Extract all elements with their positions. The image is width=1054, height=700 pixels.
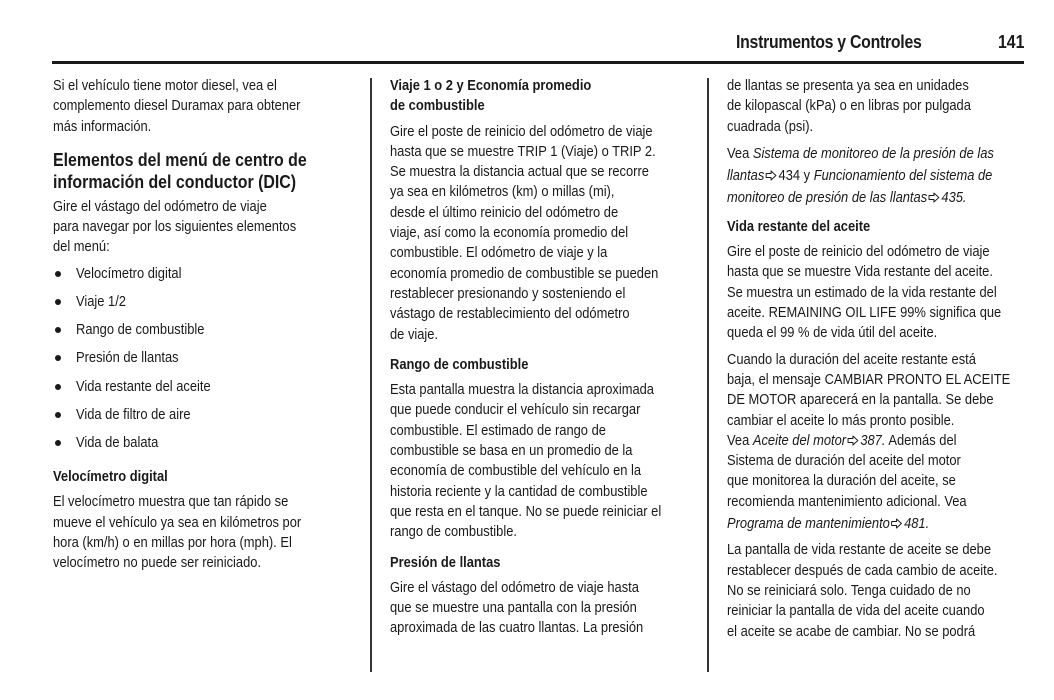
text-line: que monitorea la duración del aceite, se bbox=[727, 473, 956, 490]
text-line: mueve el vehículo ya sea en kilómetros por bbox=[53, 514, 302, 531]
trip-paragraph bbox=[390, 122, 690, 345]
column-1 bbox=[53, 76, 353, 580]
text-line: economía de combustible del vehículo en la bbox=[390, 463, 642, 480]
dic-intro-paragraph bbox=[53, 197, 353, 258]
text-line: que puede conducir el vehículo sin recargar bbox=[390, 402, 641, 419]
list-item-label: Vida de filtro de aire bbox=[76, 406, 191, 423]
sub-heading-oil-life bbox=[727, 217, 1027, 237]
ref-link-tpms-cont[interactable]: llantas bbox=[727, 167, 765, 184]
fuel-range-paragraph bbox=[390, 380, 690, 542]
heading-line: Vida restante del aceite bbox=[727, 218, 871, 235]
list-item bbox=[53, 405, 353, 433]
menu-items-list bbox=[53, 264, 353, 461]
text-line: cambiar el aceite lo más pronto posible. bbox=[727, 412, 955, 429]
ref-link-tpms-operation[interactable]: Funcionamiento del sistema de bbox=[813, 167, 993, 184]
tire-pressure-paragraph bbox=[390, 578, 690, 639]
text-line bbox=[727, 143, 994, 165]
header-rule bbox=[52, 61, 1024, 64]
text-line: Se muestra la distancia actual que se recorre bbox=[390, 164, 649, 181]
page-number: 141 bbox=[998, 32, 1025, 52]
text-line: El velocímetro muestra que tan rápido se bbox=[53, 494, 289, 511]
ref-suffix: Además del bbox=[885, 432, 957, 449]
tire-pressure-continued bbox=[727, 76, 1027, 137]
text-line: queda el 99 % de vida útil del aceite. bbox=[727, 325, 938, 342]
text-line: restablecer después de cada cambio de aceite. bbox=[727, 562, 998, 579]
heading-line: información del conductor (DIC) bbox=[53, 170, 297, 192]
text-line: de llantas se presenta ya sea en unidades bbox=[727, 78, 969, 94]
bullet-icon bbox=[55, 384, 61, 390]
text-line: Sistema de duración del aceite del motor bbox=[727, 453, 961, 470]
page-ref-481[interactable]: 481. bbox=[904, 516, 930, 533]
text-line: No se reiniciará solo. Tenga cuidado de no bbox=[727, 582, 971, 599]
list-item bbox=[53, 320, 353, 348]
text-line: de viaje. bbox=[390, 326, 439, 343]
ref-link-maintenance-schedule[interactable]: Programa de mantenimiento bbox=[727, 516, 890, 533]
list-item bbox=[53, 433, 353, 461]
bullet-icon bbox=[55, 355, 61, 361]
text-line: de kilopascal (kPa) o en libras por pulgada bbox=[727, 98, 971, 115]
page-ref-434[interactable]: 434 bbox=[778, 167, 801, 184]
page-reference-arrow-icon bbox=[765, 170, 777, 181]
text-line: Si el vehículo tiene motor diesel, vea el bbox=[53, 78, 277, 94]
text-line: velocímetro no puede ser reiniciado. bbox=[53, 555, 262, 572]
text-line: el aceite se acabe de cambiar. No se podrá bbox=[727, 623, 976, 640]
text-line: hasta que se muestre TRIP 1 (Viaje) o TRIP 2. bbox=[390, 143, 656, 160]
heading-line: de combustible bbox=[390, 98, 485, 115]
ref-prefix: Vea bbox=[727, 432, 753, 449]
bullet-icon bbox=[55, 327, 61, 333]
bullet-icon bbox=[55, 271, 61, 277]
list-item-label: Viaje 1/2 bbox=[76, 293, 126, 310]
text-line bbox=[727, 431, 994, 451]
text-line: recomienda mantenimiento adicional. Vea bbox=[727, 493, 967, 510]
list-item-label: Vida restante del aceite bbox=[76, 378, 211, 395]
text-line: hasta que se muestre Vida restante del aceite. bbox=[727, 264, 993, 281]
text-line: Esta pantalla muestra la distancia aproximada bbox=[390, 382, 654, 399]
list-item-label: Rango de combustible bbox=[76, 322, 205, 339]
column-divider-2 bbox=[707, 78, 709, 672]
text-line: hora (km/h) o en millas por hora (mph). El bbox=[53, 534, 292, 551]
ref-prefix: Vea bbox=[727, 145, 753, 162]
text-line: DE MOTOR aparecerá en la pantalla. Se debe bbox=[727, 392, 994, 409]
chapter-title: Instrumentos y Controles bbox=[736, 32, 922, 52]
text-line: economía promedio de combustible se pueden bbox=[390, 265, 659, 282]
text-line: para navegar por los siguientes elementos bbox=[53, 219, 297, 236]
heading-line: Viaje 1 o 2 y Economía promedio bbox=[390, 78, 592, 94]
heading-line: Elementos del menú de centro de bbox=[53, 148, 307, 170]
page-reference-arrow-icon bbox=[891, 518, 903, 529]
page-ref-435[interactable]: 435. bbox=[941, 189, 967, 206]
text-line: reiniciar la pantalla de vida del aceite cuando bbox=[727, 603, 985, 620]
text-line: cuadrada (psi). bbox=[727, 118, 814, 135]
list-item bbox=[53, 292, 353, 320]
column-divider-1 bbox=[370, 78, 372, 672]
page-ref-387[interactable]: 387. bbox=[860, 432, 886, 449]
intro-paragraph bbox=[53, 76, 353, 137]
text-line: ya sea en kilómetros (km) o millas (mi), bbox=[390, 184, 615, 201]
ref-connector: y bbox=[800, 167, 814, 184]
text-line bbox=[727, 514, 994, 534]
text-line bbox=[727, 187, 994, 209]
text-line: La pantalla de vida restante de aceite se debe bbox=[727, 542, 992, 559]
text-line: viaje, así como la economía promedio del bbox=[390, 225, 629, 242]
text-line: más información. bbox=[53, 118, 152, 135]
text-line: rango de combustible. bbox=[390, 524, 517, 541]
bullet-icon bbox=[55, 412, 61, 418]
text-line: Gire el vástago del odómetro de viaje hasta bbox=[390, 579, 639, 596]
sub-heading-fuel-range bbox=[390, 355, 690, 375]
heading-line: Rango de combustible bbox=[390, 356, 529, 373]
sub-heading-trip bbox=[390, 76, 690, 117]
list-item-label: Vida de balata bbox=[76, 434, 159, 451]
column-2 bbox=[390, 76, 690, 645]
ref-link-tpms-operation-cont[interactable]: monitoreo de presión de las llantas bbox=[727, 189, 928, 206]
text-line: restablecer presionando y sosteniendo el bbox=[390, 285, 626, 302]
low-oil-paragraph bbox=[727, 350, 1027, 535]
speedometer-paragraph bbox=[53, 492, 353, 573]
list-item bbox=[53, 348, 353, 376]
sub-heading-tire-pressure bbox=[390, 553, 690, 573]
text-line: combustible. El odómetro de viaje y la bbox=[390, 245, 608, 262]
bullet-icon bbox=[55, 299, 61, 305]
heading-line: Presión de llantas bbox=[390, 554, 501, 571]
text-line: que se muestre una pantalla con la presión bbox=[390, 600, 637, 617]
sub-heading-speedometer bbox=[53, 467, 353, 487]
text-line: Gire el poste de reinicio del odómetro de viaje bbox=[390, 123, 653, 140]
bullet-icon bbox=[55, 440, 61, 446]
list-item-label: Velocímetro digital bbox=[76, 265, 182, 282]
page-reference-arrow-icon bbox=[847, 435, 859, 446]
text-line: combustible. El estimado de rango de bbox=[390, 422, 606, 439]
text-line: del menú: bbox=[53, 239, 110, 256]
text-line: que resta en el tanque. No se puede reiniciar el bbox=[390, 503, 662, 520]
text-line: aceite. REMAINING OIL LIFE 99% significa que bbox=[727, 305, 1002, 322]
page-reference-arrow-icon bbox=[928, 192, 940, 203]
column-3 bbox=[727, 76, 1027, 648]
section-heading-dic bbox=[53, 149, 353, 193]
list-item bbox=[53, 264, 353, 292]
heading-line: Velocímetro digital bbox=[53, 469, 168, 486]
text-line: desde el último reinicio del odómetro de bbox=[390, 204, 619, 221]
text-line bbox=[727, 165, 994, 187]
list-item-label: Presión de llantas bbox=[76, 350, 179, 367]
text-line: combustible se basa en un promedio de la bbox=[390, 443, 633, 460]
text-line: aproximada de las cuatro llantas. La presión bbox=[390, 620, 644, 637]
tire-references bbox=[727, 143, 1027, 209]
text-line: Se muestra un estimado de la vida restante del bbox=[727, 284, 997, 301]
text-line: historia reciente y la cantidad de combustible bbox=[390, 483, 648, 500]
text-line: Gire el poste de reinicio del odómetro de viaje bbox=[727, 244, 990, 261]
list-item bbox=[53, 377, 353, 405]
text-line: complemento diesel Duramax para obtener bbox=[53, 98, 301, 115]
text-line: vástago de restablecimiento del odómetro bbox=[390, 306, 630, 323]
text-line: Cuando la duración del aceite restante está bbox=[727, 351, 976, 368]
page-header bbox=[0, 0, 1054, 64]
text-line: Gire el vástago del odómetro de viaje bbox=[53, 198, 267, 215]
oil-reset-paragraph bbox=[727, 540, 1027, 641]
ref-link-engine-oil[interactable]: Aceite del motor bbox=[752, 432, 847, 449]
text-line: baja, el mensaje CAMBIAR PRONTO EL ACEITE bbox=[727, 371, 1011, 388]
oil-life-paragraph bbox=[727, 242, 1027, 343]
ref-link-tpms[interactable]: Sistema de monitoreo de la presión de las bbox=[752, 145, 994, 162]
